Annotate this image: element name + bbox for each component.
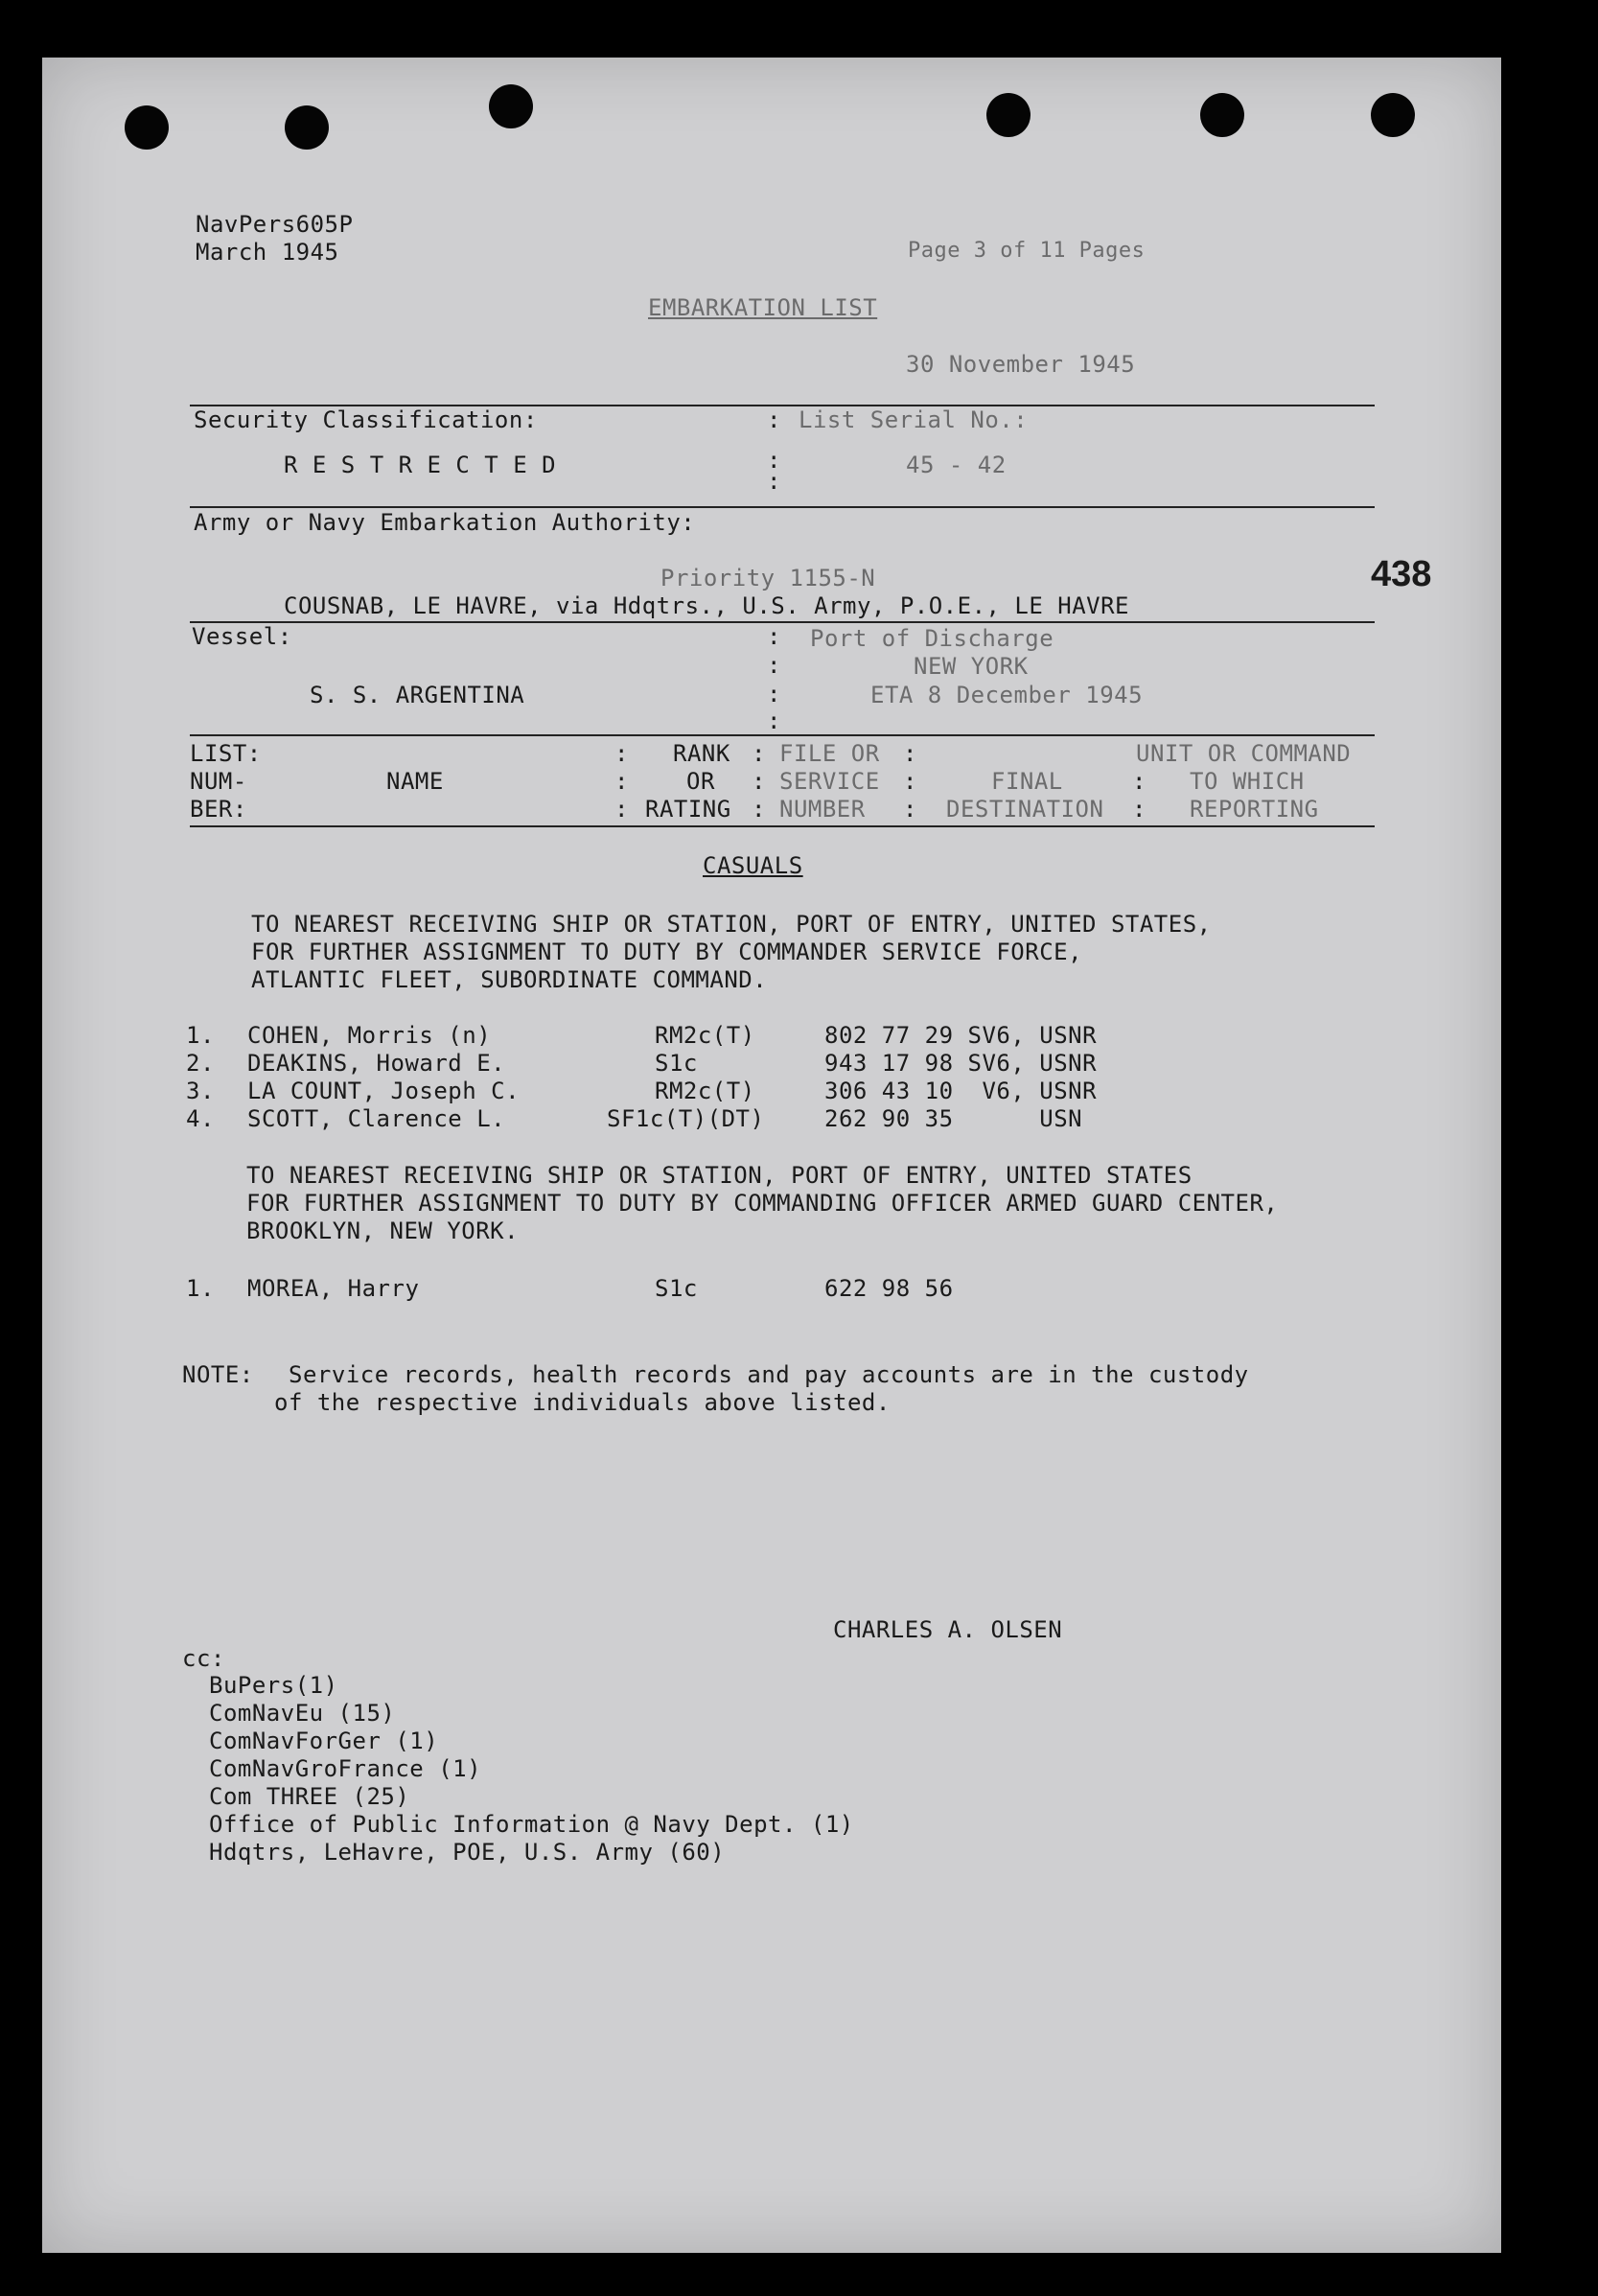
punch-hole (986, 93, 1031, 137)
row-rank: S1c (655, 1275, 698, 1302)
cc-item: ComNavEu (15) (209, 1700, 396, 1727)
cc-label: cc: (182, 1645, 225, 1672)
row-service-number: 943 17 98 SV6, USNR (824, 1050, 1098, 1077)
row-name: LA COUNT, Joseph C. (247, 1078, 521, 1104)
row-service-number: 622 98 56 (824, 1275, 954, 1302)
colon-separator: : (767, 447, 781, 474)
list-title: EMBARKATION LIST (648, 294, 878, 321)
punch-hole (1371, 93, 1415, 137)
vessel-name: S. S. ARGENTINA (310, 682, 525, 708)
divider (190, 506, 1375, 508)
row-name: SCOTT, Clarence L. (247, 1105, 506, 1132)
colon-separator: : (767, 681, 781, 707)
colon-separator: : (614, 740, 629, 767)
serial-value: 45 - 42 (906, 452, 1007, 478)
row-number: 3. (186, 1078, 215, 1104)
colon-separator: : (752, 768, 766, 795)
security-label: Security Classification: (194, 406, 538, 433)
discharge-label: Port of Discharge (810, 625, 1054, 652)
row-number: 4. (186, 1105, 215, 1132)
eta: ETA 8 December 1945 (870, 682, 1144, 708)
col-list-number: LIST: (190, 740, 262, 767)
document-page (42, 58, 1501, 2253)
authority-line: COUSNAB, LE HAVRE, via Hdqtrs., U.S. Army, P.O.E., LE HAVRE (284, 592, 1130, 619)
group-instruction: FOR FURTHER ASSIGNMENT TO DUTY BY COMMANDING OFFICER ARMED GUARD CENTER, (246, 1190, 1279, 1217)
form-number: NavPers605P (196, 211, 354, 238)
cc-item: BuPers(1) (209, 1672, 338, 1699)
note-label: NOTE: (182, 1361, 254, 1388)
list-date: 30 November 1945 (906, 351, 1136, 378)
stamp-number: 438 (1371, 554, 1432, 594)
row-number: 2. (186, 1050, 215, 1077)
cc-item: Hdqtrs, LeHavre, POE, U.S. Army (60) (209, 1839, 726, 1866)
col-rank: RATING (645, 796, 731, 823)
cc-item: ComNavGroFrance (1) (209, 1755, 482, 1782)
cc-item: Office of Public Information @ Navy Dept. (1) (209, 1811, 854, 1838)
colon-separator: : (767, 406, 781, 433)
col-unit: REPORTING (1190, 796, 1319, 823)
colon-separator: : (767, 652, 781, 679)
col-destination: DESTINATION (946, 796, 1104, 823)
colon-separator: : (614, 768, 629, 795)
authority-label: Army or Navy Embarkation Authority: (194, 509, 696, 536)
row-service-number: 262 90 35 USN (824, 1105, 1083, 1132)
colon-separator: : (903, 740, 917, 767)
colon-separator: : (903, 768, 917, 795)
row-service-number: 802 77 29 SV6, USNR (824, 1022, 1098, 1049)
cc-item: Com THREE (25) (209, 1783, 410, 1810)
divider (190, 621, 1375, 623)
punch-hole (285, 105, 329, 150)
punch-hole (125, 105, 169, 150)
colon-separator: : (752, 796, 766, 823)
colon-separator: : (1132, 796, 1146, 823)
colon-separator: : (752, 740, 766, 767)
col-file: NUMBER (779, 796, 866, 823)
col-destination: FINAL (991, 768, 1063, 795)
row-rank: S1c (655, 1050, 698, 1077)
colon-separator: : (767, 468, 781, 495)
divider (190, 734, 1375, 736)
serial-label: List Serial No.: (799, 406, 1029, 433)
page-info: Page 3 of 11 Pages (908, 239, 1146, 263)
row-number: 1. (186, 1022, 215, 1049)
group-instruction: FOR FURTHER ASSIGNMENT TO DUTY BY COMMANDER SERVICE FORCE, (251, 939, 1083, 965)
row-rank: SF1c(T)(DT) (607, 1105, 765, 1132)
signature: CHARLES A. OLSEN (833, 1616, 1063, 1643)
security-value: R E S T R E C T E D (284, 452, 557, 478)
colon-separator: : (767, 707, 781, 734)
colon-separator: : (1132, 768, 1146, 795)
group-instruction: TO NEAREST RECEIVING SHIP OR STATION, PORT OF ENTRY, UNITED STATES (246, 1162, 1193, 1189)
group-instruction: BROOKLYN, NEW YORK. (246, 1218, 520, 1244)
col-rank: OR (686, 768, 715, 795)
group-instruction: TO NEAREST RECEIVING SHIP OR STATION, PORT OF ENTRY, UNITED STATES, (251, 911, 1212, 938)
section-title: CASUALS (703, 852, 803, 879)
col-file: FILE OR (779, 740, 880, 767)
col-unit: UNIT OR COMMAND (1136, 740, 1352, 767)
colon-separator: : (614, 796, 629, 823)
discharge-port: NEW YORK (914, 653, 1029, 680)
vessel-label: Vessel: (192, 623, 292, 650)
row-service-number: 306 43 10 V6, USNR (824, 1078, 1098, 1104)
priority: Priority 1155-N (660, 565, 876, 591)
col-name: NAME (386, 768, 444, 795)
row-name: COHEN, Morris (n) (247, 1022, 492, 1049)
col-list-number: BER: (190, 796, 247, 823)
cc-item: ComNavForGer (1) (209, 1728, 439, 1754)
colon-separator: : (903, 796, 917, 823)
col-file: SERVICE (779, 768, 880, 795)
divider (190, 825, 1375, 827)
row-rank: RM2c(T) (655, 1022, 755, 1049)
form-date: March 1945 (196, 239, 339, 266)
punch-hole (1200, 93, 1244, 137)
row-rank: RM2c(T) (655, 1078, 755, 1104)
punch-hole (489, 84, 533, 128)
row-number: 1. (186, 1275, 215, 1302)
group-instruction: ATLANTIC FLEET, SUBORDINATE COMMAND. (251, 966, 768, 993)
col-list-number: NUM- (190, 768, 247, 795)
col-rank: RANK (673, 740, 730, 767)
note-text: Service records, health records and pay accounts are in the custody (289, 1361, 1249, 1388)
note-text: of the respective individuals above listed. (274, 1389, 891, 1416)
row-name: DEAKINS, Howard E. (247, 1050, 506, 1077)
col-unit: TO WHICH (1190, 768, 1305, 795)
row-name: MOREA, Harry (247, 1275, 420, 1302)
colon-separator: : (767, 623, 781, 650)
